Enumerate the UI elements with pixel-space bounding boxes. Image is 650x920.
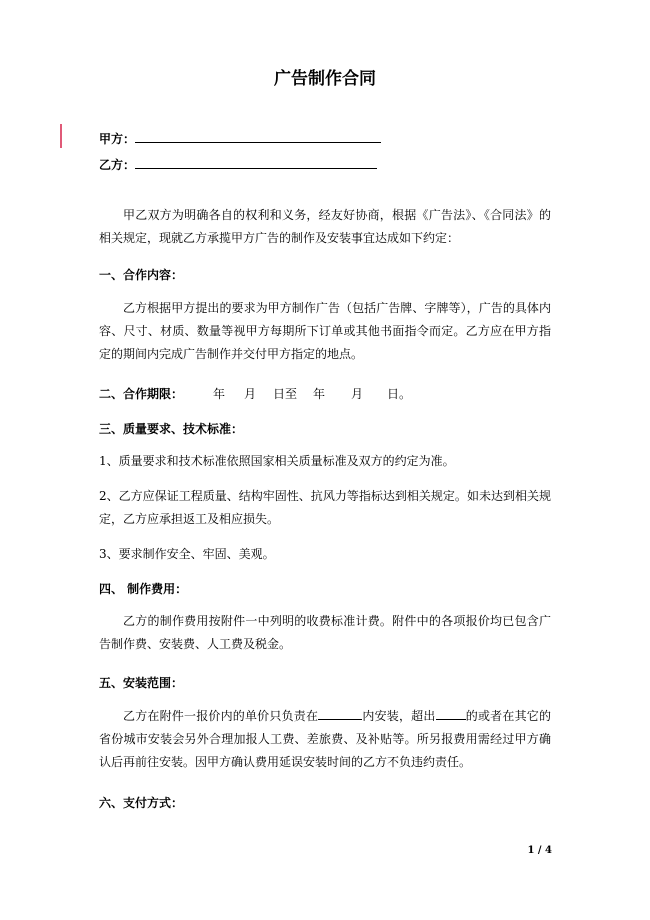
document-title: 广告制作合同: [274, 69, 376, 89]
section-5-body: [99, 705, 551, 774]
section-2-row: [99, 385, 412, 402]
section-1-body: 乙方根据甲方提出的要求为甲方制作广告（包括广告牌、字牌等），广告的具体内容、尺寸、材质、数量等视甲方每期所下订单或其他书面指令而定。乙方应在甲方指定的期间内完成广告制作并交付甲方指定的地点。: [99, 301, 551, 361]
section-2-heading: 二、合作期限：: [99, 387, 184, 401]
section-4-body: 乙方的制作费用按附件一中列明的收费标准计费。附件中的各项报价均已包含广告制作费、安装费、人工费及税金。: [99, 614, 551, 651]
term-year-2: 年: [313, 387, 326, 401]
party-b-blank[interactable]: [135, 158, 377, 169]
party-b-label: 乙方：: [99, 158, 136, 172]
term-day-to: 日至: [273, 387, 298, 401]
section-1-heading: 一、合作内容：: [99, 268, 184, 282]
section-3-heading: 三、质量要求、技术标准：: [99, 422, 244, 436]
install-area-blank[interactable]: [318, 708, 362, 720]
term-year-1: 年: [213, 387, 226, 401]
section-5-part-2: 内安装，超出: [362, 709, 436, 723]
party-a-label: 甲方：: [99, 132, 136, 146]
revision-mark: [60, 124, 62, 148]
section-5-part-3: 的或者在其它的省份城市安装会另外合理加报人工费、差旅费、及补贴等。所另报费用需经过甲方确认后再前往安装。因甲方确认费用延误安装时间的乙方不负违约责任。: [99, 709, 551, 769]
section-3-item-2: 2、乙方应保证工程质量、结构牢固性、抗风力等指标达到相关规定。如未达到相关规定，乙方应承担返工及相应损失。: [99, 489, 551, 526]
term-month-2: 月: [351, 387, 364, 401]
section-5-part-1: 乙方在附件一报价内的单价只负责在: [123, 709, 319, 723]
page-number: 1 / 4: [527, 845, 552, 856]
party-a-row: [99, 130, 381, 147]
party-b-row: [99, 156, 377, 173]
term-day-end: 日。: [387, 387, 412, 401]
intro-paragraph: 甲乙双方为明确各自的权利和义务，经友好协商，根据《广告法》、《合同法》的相关规定，现就乙方承揽甲方广告的制作及安装事宜达成如下约定：: [99, 208, 551, 245]
section-4-heading: 四、 制作费用：: [99, 582, 188, 596]
section-3-item-3: 3、要求制作安全、牢固、美观。: [99, 547, 275, 561]
exceed-area-blank[interactable]: [436, 708, 466, 720]
section-3-item-1: 1、质量要求和技术标准依照国家相关质量标准及双方的约定为准。: [99, 454, 455, 468]
party-a-blank[interactable]: [135, 132, 381, 143]
section-6-heading: 六、支付方式：: [99, 796, 184, 810]
term-month-1: 月: [244, 387, 257, 401]
section-5-heading: 五、安装范围：: [99, 676, 184, 690]
